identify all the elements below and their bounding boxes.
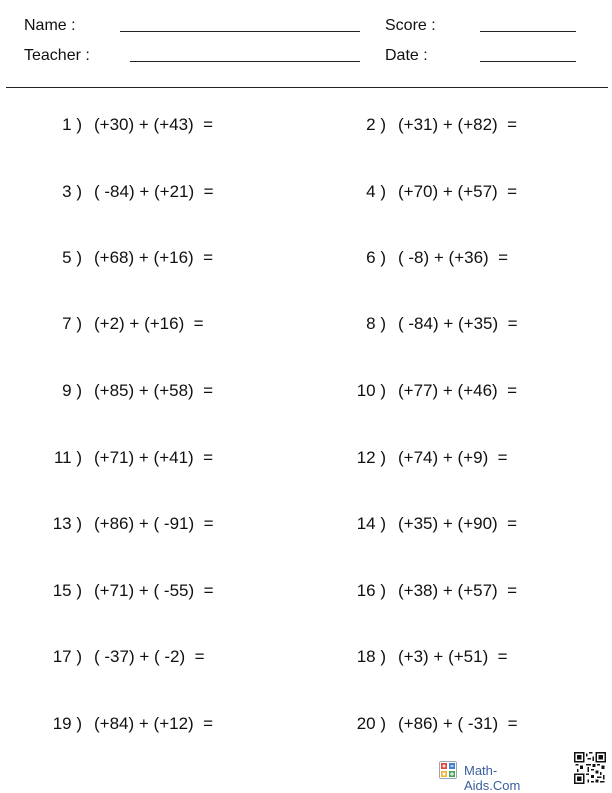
problem-item bbox=[0, 714, 306, 738]
teacher-field[interactable] bbox=[130, 61, 360, 62]
problem-expression: (+35) + (+90) = bbox=[398, 514, 518, 533]
problem-expression: (+38) + (+57) = bbox=[398, 581, 518, 600]
problem-number: 6 ) bbox=[366, 248, 386, 267]
problem-expression: (+84) + (+12) = bbox=[94, 714, 214, 733]
problem-item bbox=[306, 581, 612, 605]
problem-item bbox=[0, 381, 306, 405]
problem-item bbox=[0, 182, 306, 206]
qr-code-icon bbox=[574, 752, 606, 784]
problem-number: 15 ) bbox=[52, 581, 82, 600]
score-label: Score : bbox=[385, 17, 436, 34]
problem-number: 20 ) bbox=[356, 714, 386, 733]
problem-number: 3 ) bbox=[62, 182, 82, 201]
problem-item bbox=[0, 248, 306, 272]
problem-expression: (+2) + (+16) = bbox=[94, 314, 204, 333]
problem-expression: (+86) + ( -91) = bbox=[94, 514, 214, 533]
problem-expression: ( -84) + (+21) = bbox=[94, 182, 214, 201]
problem-item bbox=[306, 714, 612, 738]
problem-expression: (+70) + (+57) = bbox=[398, 182, 518, 201]
problem-expression: (+74) + (+9) = bbox=[398, 448, 508, 467]
problem-number: 19 ) bbox=[52, 714, 82, 733]
problem-number: 17 ) bbox=[52, 647, 82, 666]
problem-number: 10 ) bbox=[356, 381, 386, 400]
problem-number: 5 ) bbox=[62, 248, 82, 267]
problem-item bbox=[306, 248, 612, 272]
problem-expression: (+77) + (+46) = bbox=[398, 381, 518, 400]
problem-item bbox=[306, 115, 612, 139]
problem-expression: (+71) + (+41) = bbox=[94, 448, 214, 467]
problem-number: 4 ) bbox=[366, 182, 386, 201]
problem-expression: (+30) + (+43) = bbox=[94, 115, 214, 134]
problem-item bbox=[0, 581, 306, 605]
problem-item bbox=[0, 647, 306, 671]
problem-expression: ( -37) + ( -2) = bbox=[94, 647, 205, 666]
problem-number: 18 ) bbox=[356, 647, 386, 666]
problem-expression: (+68) + (+16) = bbox=[94, 248, 214, 267]
problem-number: 7 ) bbox=[62, 314, 82, 333]
problem-expression: ( -84) + (+35) = bbox=[398, 314, 518, 333]
header-divider bbox=[6, 87, 608, 88]
problem-item bbox=[0, 448, 306, 472]
problem-item bbox=[306, 448, 612, 472]
problem-number: 1 ) bbox=[62, 115, 82, 134]
problem-expression: (+3) + (+51) = bbox=[398, 647, 508, 666]
problem-number: 14 ) bbox=[356, 514, 386, 533]
problem-item bbox=[0, 514, 306, 538]
problem-item bbox=[306, 314, 612, 338]
name-field[interactable] bbox=[120, 31, 360, 32]
problem-number: 2 ) bbox=[366, 115, 386, 134]
problem-item bbox=[0, 115, 306, 139]
problem-item bbox=[306, 647, 612, 671]
brand-name[interactable]: Math-Aids.Com bbox=[464, 763, 521, 793]
problem-item bbox=[306, 182, 612, 206]
calculator-icon bbox=[439, 761, 457, 779]
teacher-label: Teacher : bbox=[24, 47, 90, 64]
name-label: Name : bbox=[24, 17, 76, 34]
problem-number: 16 ) bbox=[356, 581, 386, 600]
problem-number: 9 ) bbox=[62, 381, 82, 400]
problem-number: 13 ) bbox=[52, 514, 82, 533]
problem-number: 12 ) bbox=[356, 448, 386, 467]
score-field[interactable] bbox=[480, 31, 576, 32]
problem-item bbox=[306, 381, 612, 405]
problem-item bbox=[0, 314, 306, 338]
problem-expression: (+71) + ( -55) = bbox=[94, 581, 214, 600]
problem-expression: (+85) + (+58) = bbox=[94, 381, 214, 400]
problem-expression: ( -8) + (+36) = bbox=[398, 248, 509, 267]
problem-expression: (+31) + (+82) = bbox=[398, 115, 518, 134]
problem-number: 8 ) bbox=[366, 314, 386, 333]
problem-item bbox=[306, 514, 612, 538]
problem-number: 11 ) bbox=[53, 448, 82, 467]
date-label: Date : bbox=[385, 47, 428, 64]
problem-expression: (+86) + ( -31) = bbox=[398, 714, 518, 733]
date-field[interactable] bbox=[480, 61, 576, 62]
